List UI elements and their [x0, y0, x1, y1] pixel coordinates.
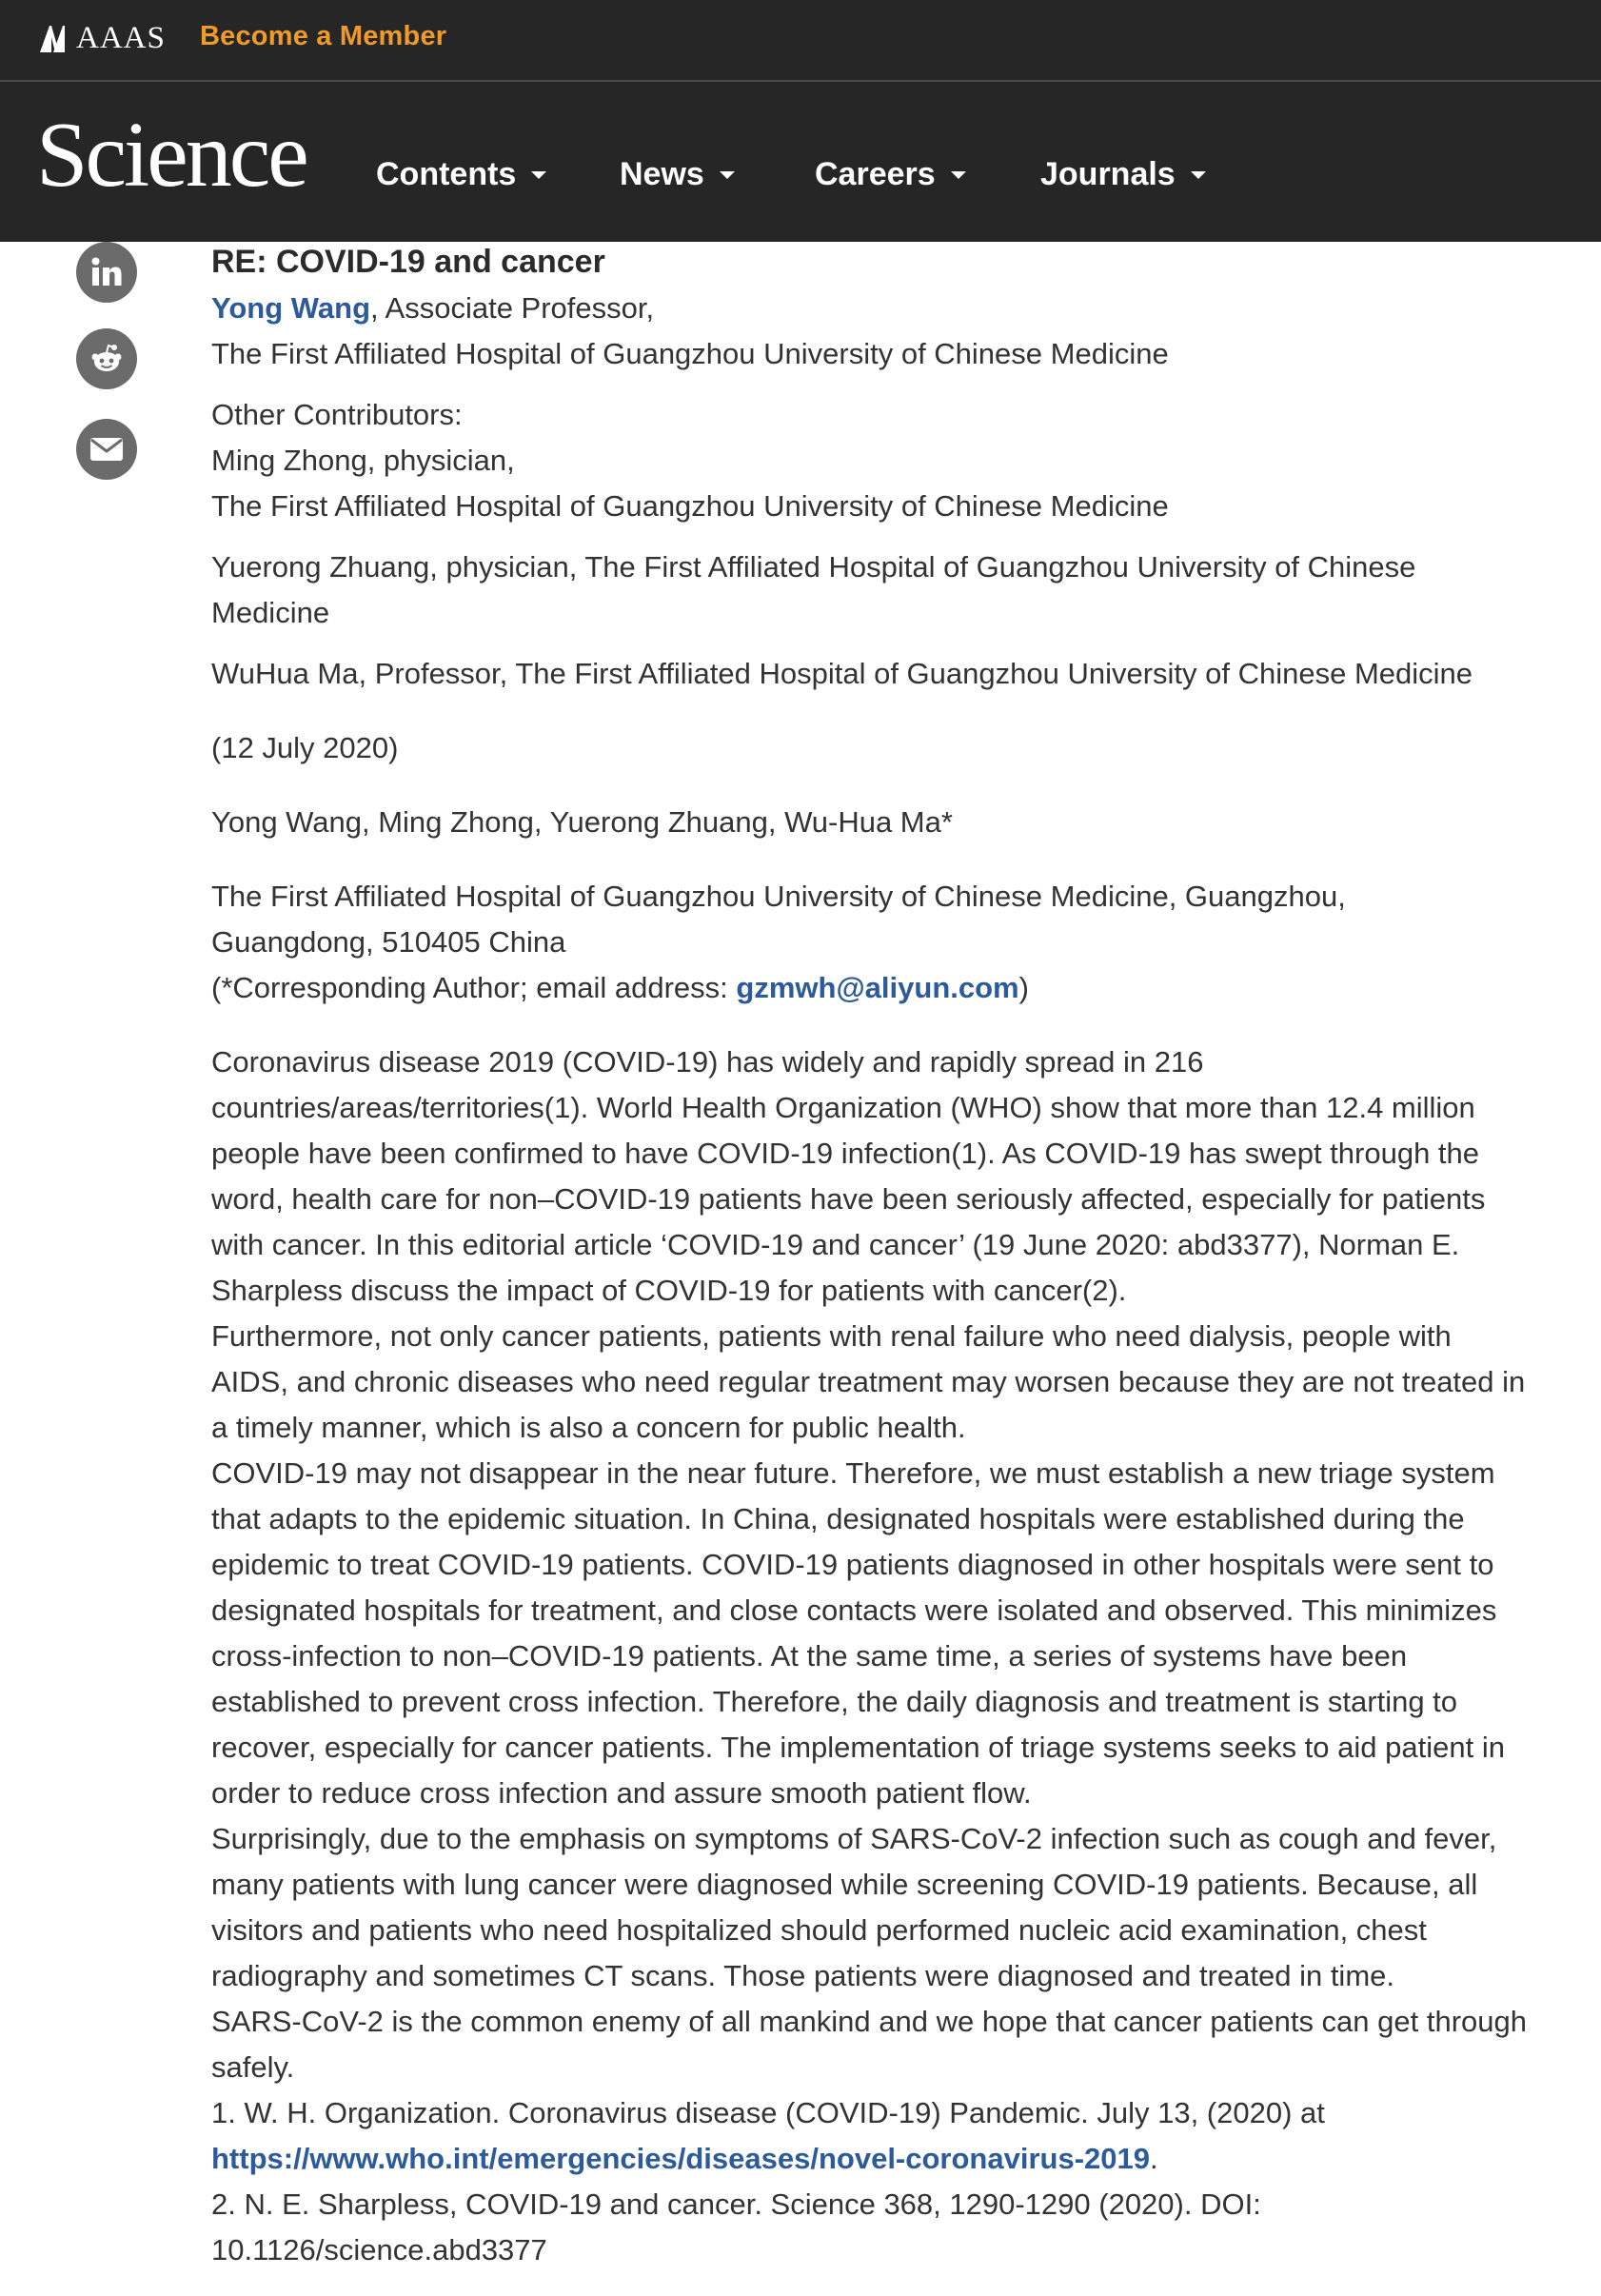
nav-contents-label: Contents — [376, 156, 517, 192]
other-contributors-label: Other Contributors: — [211, 398, 463, 431]
contributor-2: Yuerong Zhuang, physician, The First Affiliated Hospital of Guangzhou University of Chinese Medicine — [211, 550, 1416, 629]
contributor-1-line2: The First Affiliated Hospital of Guangzhou University of Chinese Medicine — [211, 489, 1169, 523]
author-role: , Associate Professor, — [370, 291, 655, 325]
body-paragraph-2: Furthermore, not only cancer patients, patients with renal failure who need dialysis, people with AIDS, and chronic diseases who need regular treatment may worsen because they are not treated in a timely manner, which is also a concern for public health. — [211, 1319, 1526, 1444]
chevron-down-icon — [720, 171, 735, 179]
nav-careers-label: Careers — [815, 156, 936, 192]
author-link[interactable]: Yong Wang — [211, 291, 371, 325]
become-member-link[interactable]: Become a Member — [200, 21, 447, 51]
nav-news-label: News — [620, 156, 704, 192]
contributor-1-line1: Ming Zhong, physician, — [211, 444, 515, 477]
science-logo[interactable]: Science — [36, 104, 306, 207]
nav-contents[interactable] — [376, 156, 546, 193]
body-paragraph-4: Surprisingly, due to the emphasis on symptoms of SARS-CoV-2 infection such as cough and fever, many patients with lung cancer were diagnosed while screening COVID-19 patients. Because, all visitors and patients who need hospitalized should performed nucleic acid examination, chest radiography and sometimes CT scans. Those patients were diagnosed and treated in time. — [211, 1822, 1497, 1992]
corresponding-suffix: ) — [1018, 971, 1029, 1004]
share-linkedin-button[interactable] — [76, 242, 137, 303]
author-line — [211, 286, 1544, 331]
nav-news[interactable] — [620, 156, 735, 193]
nav-journals[interactable] — [1040, 156, 1206, 193]
body-paragraph-5: SARS-CoV-2 is the common enemy of all mankind and we hope that cancer patients can get through safely. — [211, 2005, 1527, 2084]
aaas-logo[interactable] — [38, 19, 166, 57]
contributor-3: WuHua Ma, Professor, The First Affiliated Hospital of Guangzhou University of Chinese Medicine — [211, 657, 1473, 690]
reference-1 — [211, 2090, 1534, 2182]
reddit-icon — [90, 344, 123, 374]
aaas-wordmark: AAAS — [76, 20, 166, 55]
reference-1-text: 1. W. H. Organization. Coronavirus disease (COVID-19) Pandemic. July 13, (2020) at — [211, 2096, 1325, 2129]
body-paragraph-3: COVID-19 may not disappear in the near future. Therefore, we must establish a new triage system that adapts to the epidemic situation. In China, designated hospitals were established during the epidemic to treat COVID-19 patients. COVID-19 patients diagnosed in other hospitals were sent to designated hospitals for treatment, and close contacts were isolated and observed. This minimizes cross-infection to non–COVID-19 patients. At the same time, a series of systems have been established to prevent cross infection. Therefore, the daily diagnosis and treatment is starting to recover, especially for cancer patients. The implementation of triage systems seeks to aid patient in order to reduce cross infection and assure smooth patient flow. — [211, 1456, 1505, 1810]
linkedin-icon — [90, 257, 123, 287]
share-email-button[interactable] — [76, 419, 137, 480]
corresponding-prefix: (*Corresponding Author; email address: — [211, 971, 737, 1004]
chevron-down-icon — [951, 171, 966, 179]
address: The First Affiliated Hospital of Guangzhou University of Chinese Medicine, Guangzhou, Guangdong, 510405 China — [211, 880, 1346, 959]
authors-line: Yong Wang, Ming Zhong, Yuerong Zhuang, Wu-Hua Ma* — [211, 805, 953, 839]
reference-1-suffix: . — [1150, 2142, 1158, 2175]
email-link[interactable]: gzmwh@aliyun.com — [736, 971, 1019, 1004]
chevron-down-icon — [1191, 171, 1206, 179]
body-paragraph-1: Coronavirus disease 2019 (COVID-19) has widely and rapidly spread in 216 countries/areas/territories(1). World Health Organization (WHO) show that more than 12.4 million people have been confirmed to have COVID-19 infection(1). As COVID-19 has swept through the word, health care for non–COVID-19 patients have been seriously affected, especially for patients with cancer. In this editorial article ‘COVID-19 and cancer’ (19 June 2020: abd3377), Norman E. Sharpless discuss the impact of COVID-19 for patients with cancer(2). — [211, 1045, 1486, 1307]
top-bar — [0, 0, 1601, 82]
email-icon — [89, 436, 124, 463]
corresponding-author — [211, 965, 1544, 1011]
who-link[interactable]: https://www.who.int/emergencies/diseases/novel-coronavirus-2019 — [211, 2142, 1150, 2175]
nav-journals-label: Journals — [1040, 156, 1176, 192]
letter-date: (12 July 2020) — [211, 731, 399, 764]
author-affiliation: The First Affiliated Hospital of Guangzhou University of Chinese Medicine — [211, 337, 1169, 370]
chevron-down-icon — [531, 171, 546, 179]
letter-title: RE: COVID-19 and cancer — [211, 244, 605, 280]
reference-2: 2. N. E. Sharpless, COVID-19 and cancer. Science 368, 1290-1290 (2020). DOI: 10.1126/science.abd3377 — [211, 2187, 1261, 2266]
share-reddit-button[interactable] — [76, 328, 137, 389]
letter-article — [211, 238, 1544, 2273]
aaas-mark-icon — [38, 22, 72, 54]
main-nav — [0, 82, 1601, 242]
nav-careers[interactable] — [815, 156, 966, 193]
